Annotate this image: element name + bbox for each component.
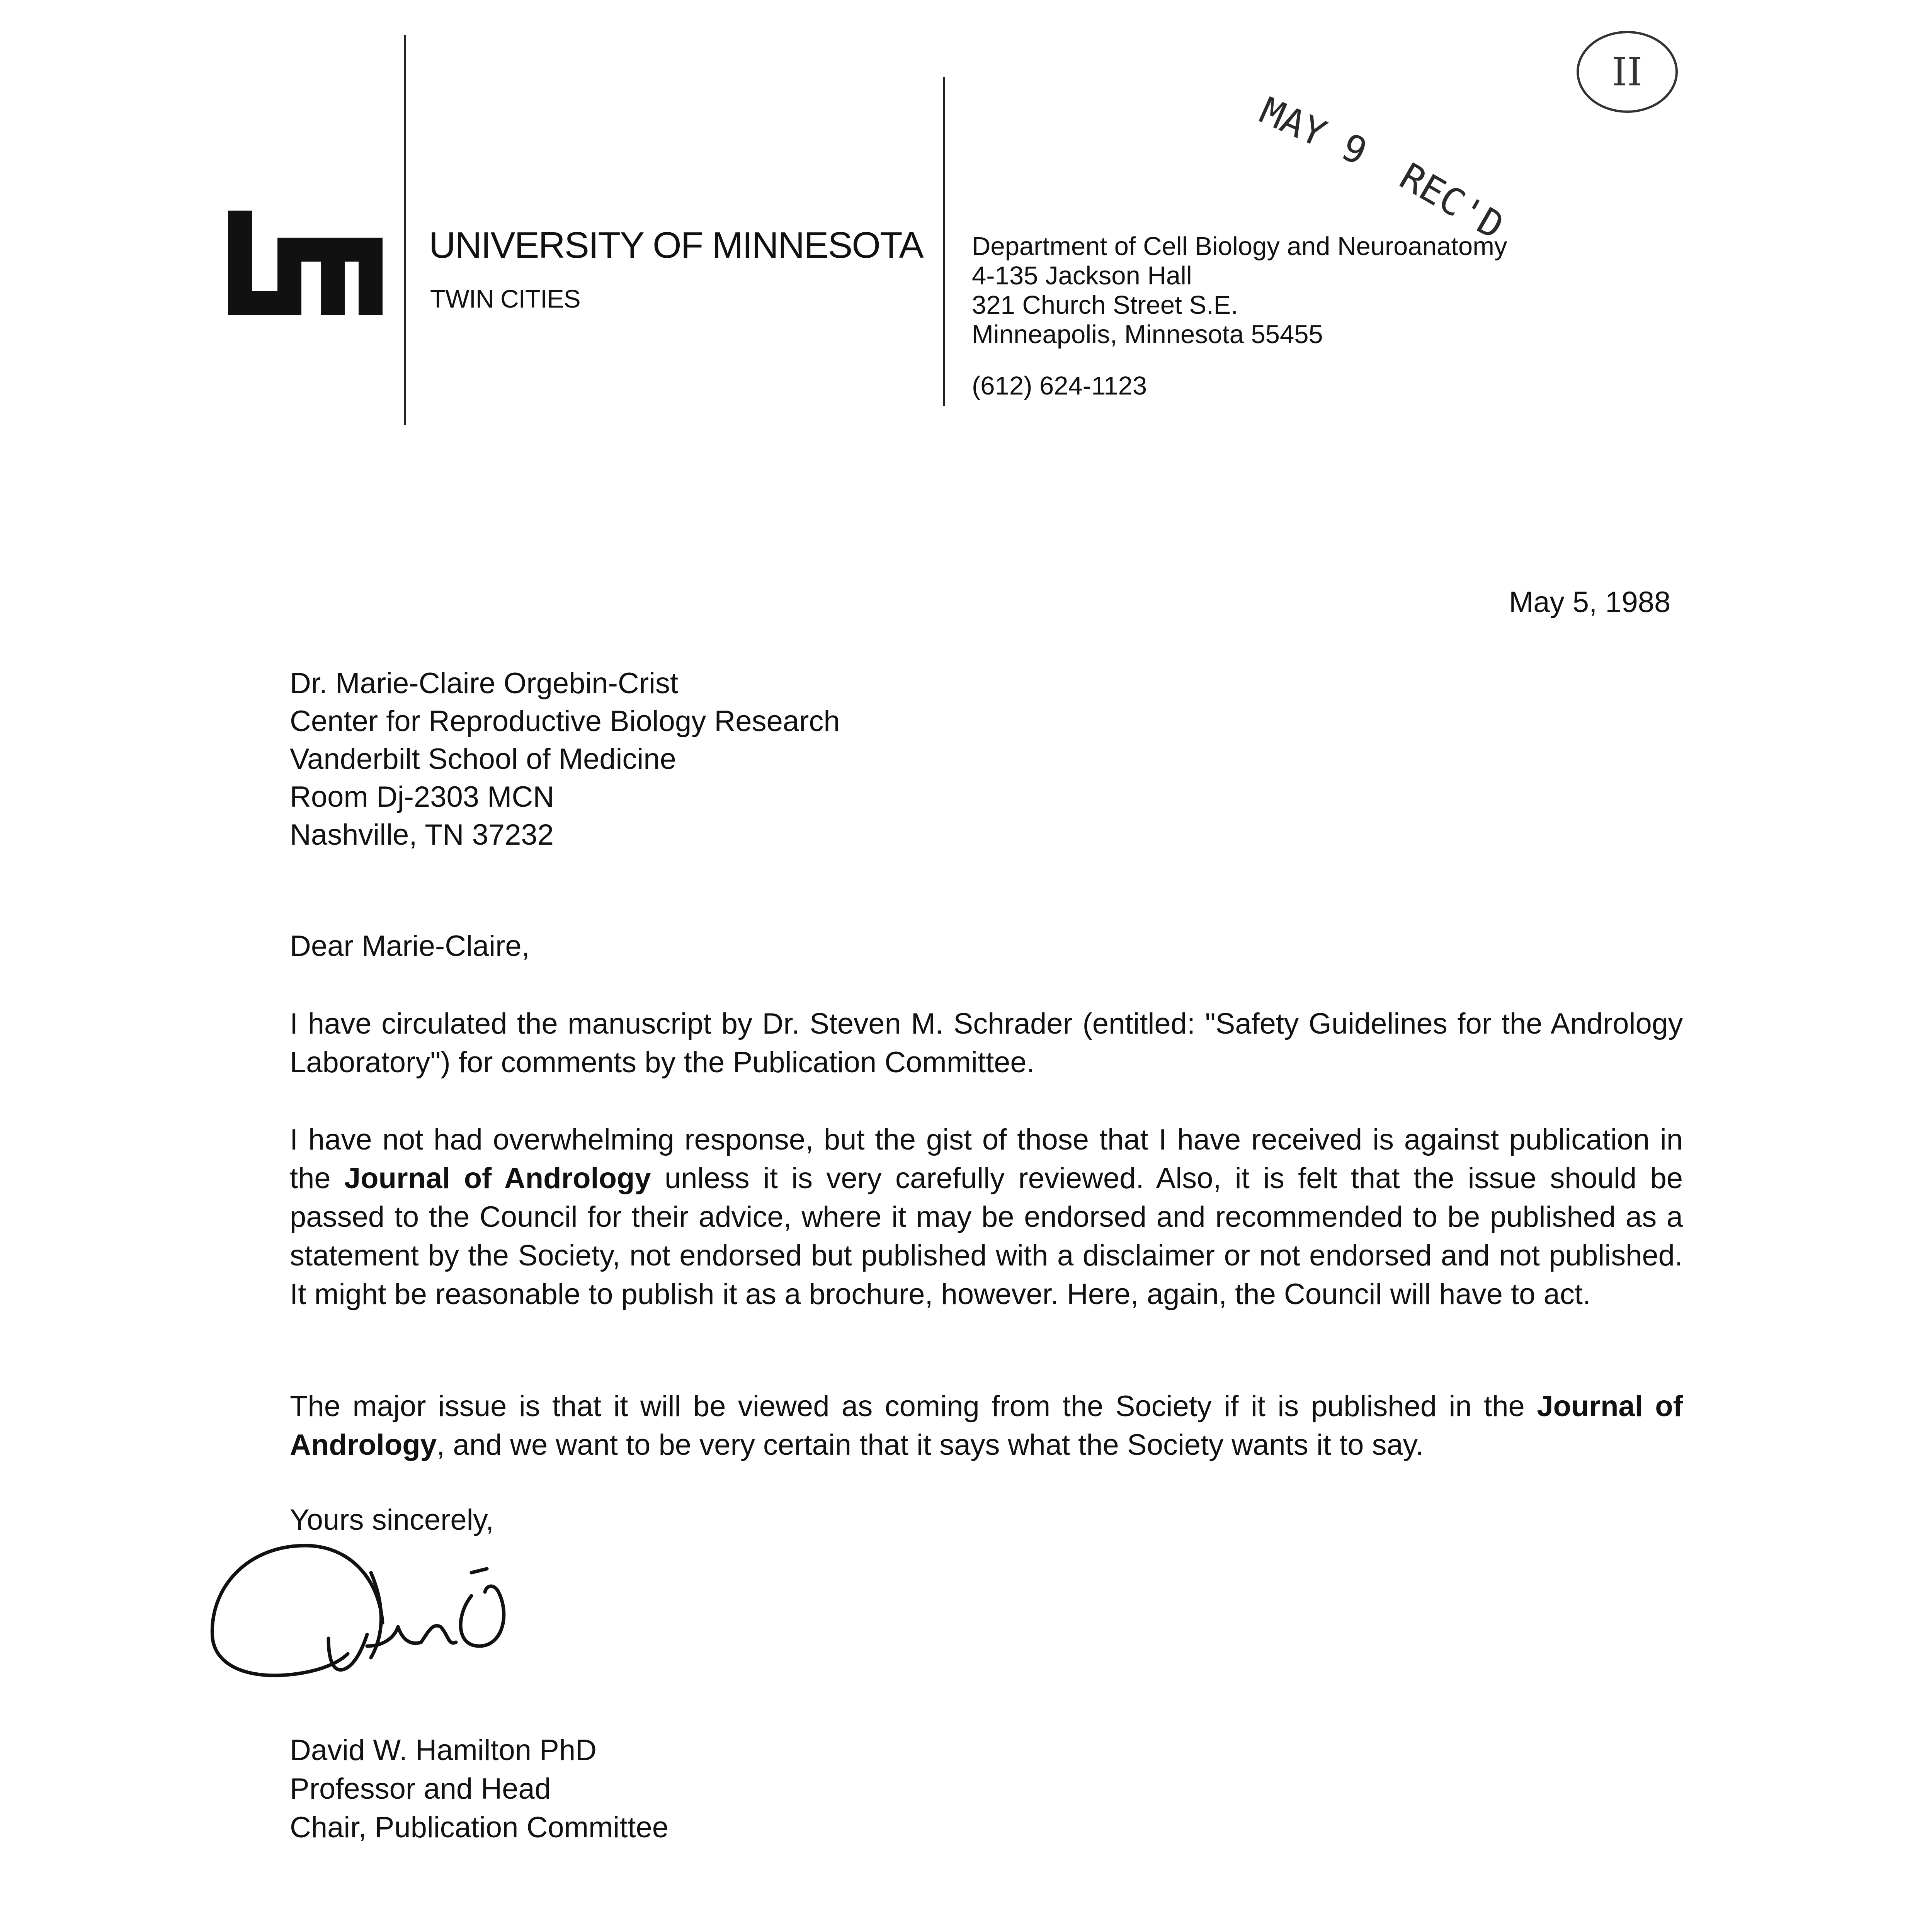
university-name: UNIVERSITY OF MINNESOTA: [429, 224, 923, 266]
address-line: 4-135 Jackson Hall: [972, 261, 1192, 290]
signatory-block: [290, 1731, 668, 1847]
letterhead-divider-left: [404, 35, 406, 425]
address-line: Minneapolis, Minnesota 55455: [972, 320, 1323, 349]
signatory-role: Chair, Publication Committee: [290, 1811, 668, 1844]
received-date-stamp: MAY 9: [1254, 89, 1374, 174]
paragraph-2: [290, 1121, 1683, 1314]
department-phone: (612) 624-1123: [972, 371, 1147, 400]
paragraph-2-text: I have not had overwhelming response, but the gist of those that I have received is against publication in the: [290, 1123, 1683, 1195]
signatory-title: Professor and Head: [290, 1772, 551, 1805]
recipient-line: Dr. Marie-Claire Orgebin-Crist: [290, 667, 679, 700]
recipient-line: Nashville, TN 37232: [290, 818, 554, 851]
received-label-stamp: REC'D: [1393, 155, 1511, 248]
handwritten-signature: [201, 1530, 533, 1708]
recipient-line: Vanderbilt School of Medicine: [290, 743, 676, 776]
letterhead-divider-right: [943, 77, 945, 406]
circled-mark-text: II: [1612, 49, 1643, 95]
recipient-line: Room Dj-2303 MCN: [290, 781, 555, 813]
recipient-line: Center for Reproductive Biology Research: [290, 705, 840, 738]
circled-roman-numeral-mark: [1577, 31, 1678, 113]
paragraph-2-text: unless it is very carefully reviewed. Also, it is felt that the issue should be passed to the Council for their advice, where it may be endorsed and recommended to be published as a statement by the Society, not endorsed but published with a disclaimer or not endorsed and not published. It might be reasonable to publish it as a brochure, however. Here, again, the Council will have to act.: [290, 1162, 1683, 1311]
closing: Yours sincerely,: [290, 1503, 494, 1536]
department-name: Department of Cell Biology and Neuroanatomy: [972, 232, 1507, 261]
address-line: 321 Church Street S.E.: [972, 291, 1238, 320]
letter-date: May 5, 1988: [1509, 586, 1671, 619]
journal-title: Journal of Andrology: [290, 1390, 1683, 1461]
paragraph-3-text: The major issue is that it will be viewed as coming from the Society if it is published in the: [290, 1390, 1537, 1423]
paragraph-3-text: , and we want to be very certain that it says what the Society wants it to say.: [436, 1429, 1424, 1461]
signatory-name: David W. Hamilton PhD: [290, 1734, 597, 1767]
campus-name: TWIN CITIES: [430, 284, 580, 313]
department-address: [972, 232, 1507, 349]
journal-title: Journal of Andrology: [344, 1162, 651, 1195]
paragraph-3: [290, 1387, 1683, 1464]
salutation: Dear Marie-Claire,: [290, 930, 530, 963]
recipient-address: [290, 665, 840, 854]
paragraph-1: I have circulated the manuscript by Dr. Steven M. Schrader (entitled: "Safety Guidelines for the Andrology Laboratory") for comments by the Publication Committee.: [290, 1007, 1683, 1079]
university-logo-icon: [228, 211, 383, 315]
